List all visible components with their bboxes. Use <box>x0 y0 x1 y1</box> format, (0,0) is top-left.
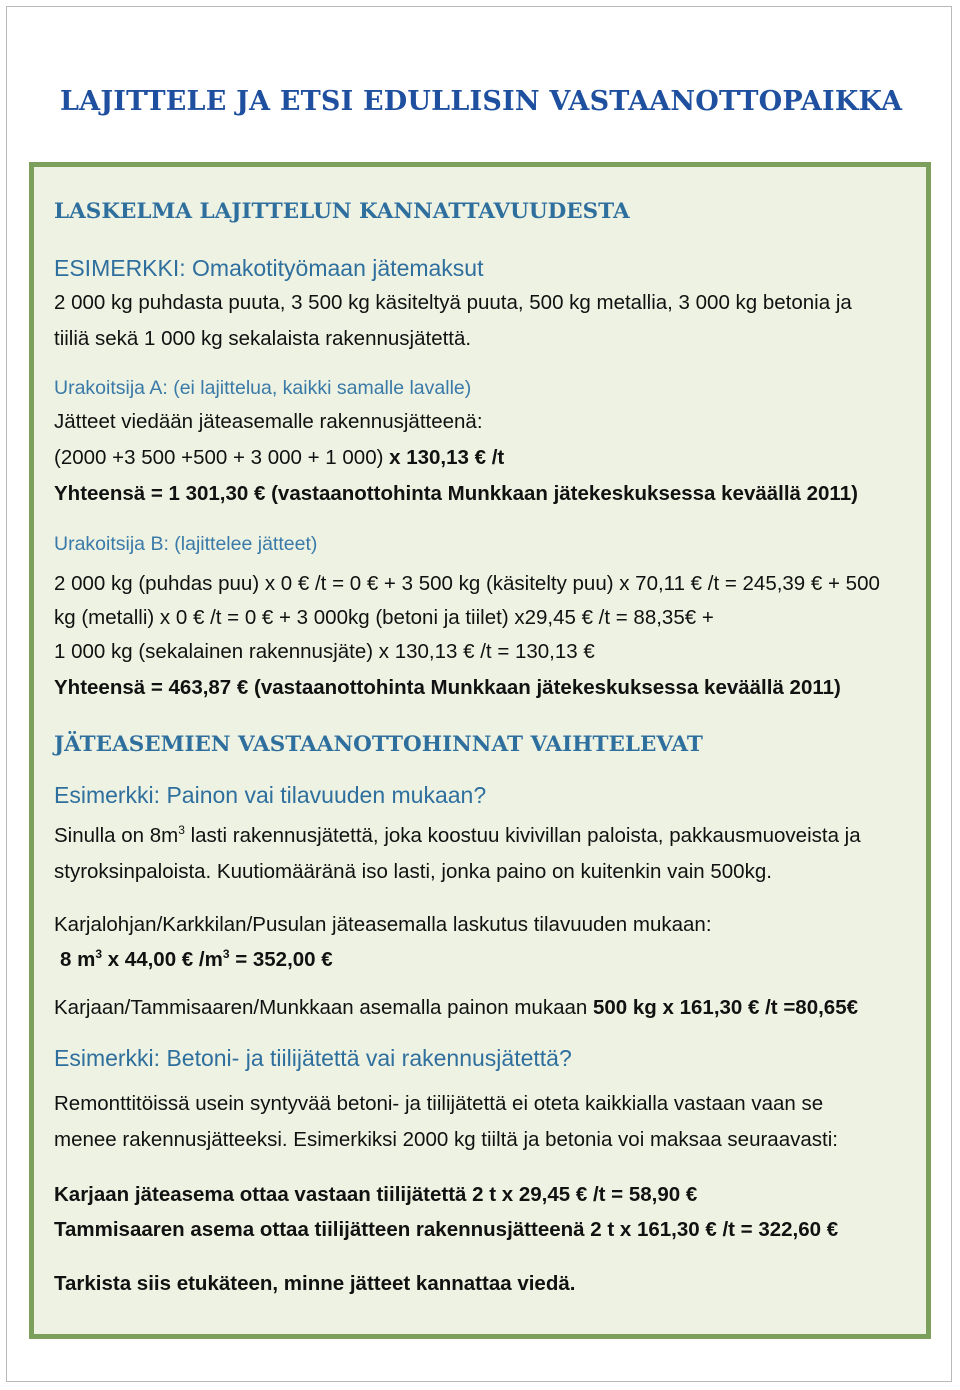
weight-pricing-label: Karjaan/Tammisaaren/Munkkaan asemalla painon mukaan <box>54 996 593 1019</box>
contractor-a-total: Yhteensä = 1 301,30 € (vastaanottohinta Munkkaan jätekeskuksessa keväällä 2011) <box>54 482 858 505</box>
contractor-a-title: Urakoitsija A: (ei lajittelua, kaikki samalle lavalle) <box>54 377 472 399</box>
example-title: ESIMERKKI: Omakotityömaan jätemaksut <box>54 255 484 281</box>
contractor-b-line-3: 1 000 kg (sekalainen rakennusjäte) x 130,13 € /t = 130,13 € <box>54 640 595 663</box>
page-title: LAJITTELE JA ETSI EDULLISIN VASTAANOTTOPAIKKA <box>60 86 903 117</box>
contractor-a-sum: (2000 +3 500 +500 + 3 000 + 1 000) <box>54 446 390 469</box>
section2-heading: JÄTEASEMIEN VASTAANOTTOHINNAT VAIHTELEVAT <box>54 732 703 757</box>
closing-note: Tarkista siis etukäteen, minne jätteet kannattaa viedä. <box>54 1272 576 1295</box>
example2-line-1: Remonttitöissä usein syntyvää betoni- ja tiilijätettä ei oteta kaikkialla vastaan vaan se <box>54 1092 824 1115</box>
contractor-b-line-2: kg (metalli) x 0 € /t = 0 € + 3 000kg (betoni ja tiilet) x29,45 € /t = 88,35€ + <box>54 606 714 629</box>
example2-bold-line-1: Karjaan jäteasema ottaa vastaan tiilijätettä 2 t x 29,45 € /t = 58,90 € <box>54 1183 698 1206</box>
example2-bold-line-2: Tammisaaren asema ottaa tiilijätteen rakennusjätteenä 2 t x 161,30 € /t = 322,60 € <box>54 1218 839 1241</box>
example1-line-2: styroksinpaloista. Kuutiomääränä iso lasti, jonka paino on kuitenkin vain 500kg. <box>54 860 772 883</box>
weight-pricing-calc: 500 kg x 161,30 € /t =80,65€ <box>593 996 858 1019</box>
example2-line-2: menee rakennusjätteeksi. Esimerkiksi 2000 kg tiiltä ja betonia voi maksaa seuraavasti: <box>54 1128 838 1151</box>
intro-line-2: tiiliä sekä 1 000 kg sekalaista rakennusjätettä. <box>54 327 472 350</box>
contractor-b-total: Yhteensä = 463,87 € (vastaanottohinta Munkkaan jätekeskuksessa keväällä 2011) <box>54 676 841 699</box>
volume-calculation: 8 $m^3$ x 44,00 € $/m^3 = 352,00$ € <box>60 947 333 971</box>
contractor-a-line-1: Jätteet viedään jäteasemalle rakennusjätteenä: <box>54 410 483 433</box>
example2-title: Esimerkki: Betoni- ja tiilijätettä vai rakennusjätettä? <box>54 1045 572 1071</box>
info-box <box>29 162 931 1339</box>
example1-title: Esimerkki: Painon vai tilavuuden mukaan? <box>54 782 487 808</box>
section1-heading: LASKELMA LAJITTELUN KANNATTAVUUDESTA <box>54 199 630 224</box>
example1-line-3: Karjalohjan/Karkkilan/Pusulan jäteasemalla laskutus tilavuuden mukaan: <box>54 913 712 936</box>
intro-line-1: 2 000 kg puhdasta puuta, 3 500 kg käsiteltyä puuta, 500 kg metallia, 3 000 kg betonia ja <box>54 291 852 314</box>
contractor-b-line-1: 2 000 kg (puhdas puu) x 0 € /t = 0 € + 3 500 kg (käsitelty puu) x 70,11 € /t = 245,39 € + 500 <box>54 572 880 595</box>
contractor-a-rate: x 130,13 € /t <box>389 446 505 469</box>
contractor-a-line-2 <box>54 445 504 471</box>
contractor-b-title: Urakoitsija B: (lajittelee jätteet) <box>54 533 318 555</box>
example1-line-1: Sinulla on $8m^3$ lasti rakennusjätettä, joka koostuu kivivillan paloista, pakkausmuoveista ja <box>54 823 861 847</box>
example1-line-4 <box>54 995 858 1021</box>
